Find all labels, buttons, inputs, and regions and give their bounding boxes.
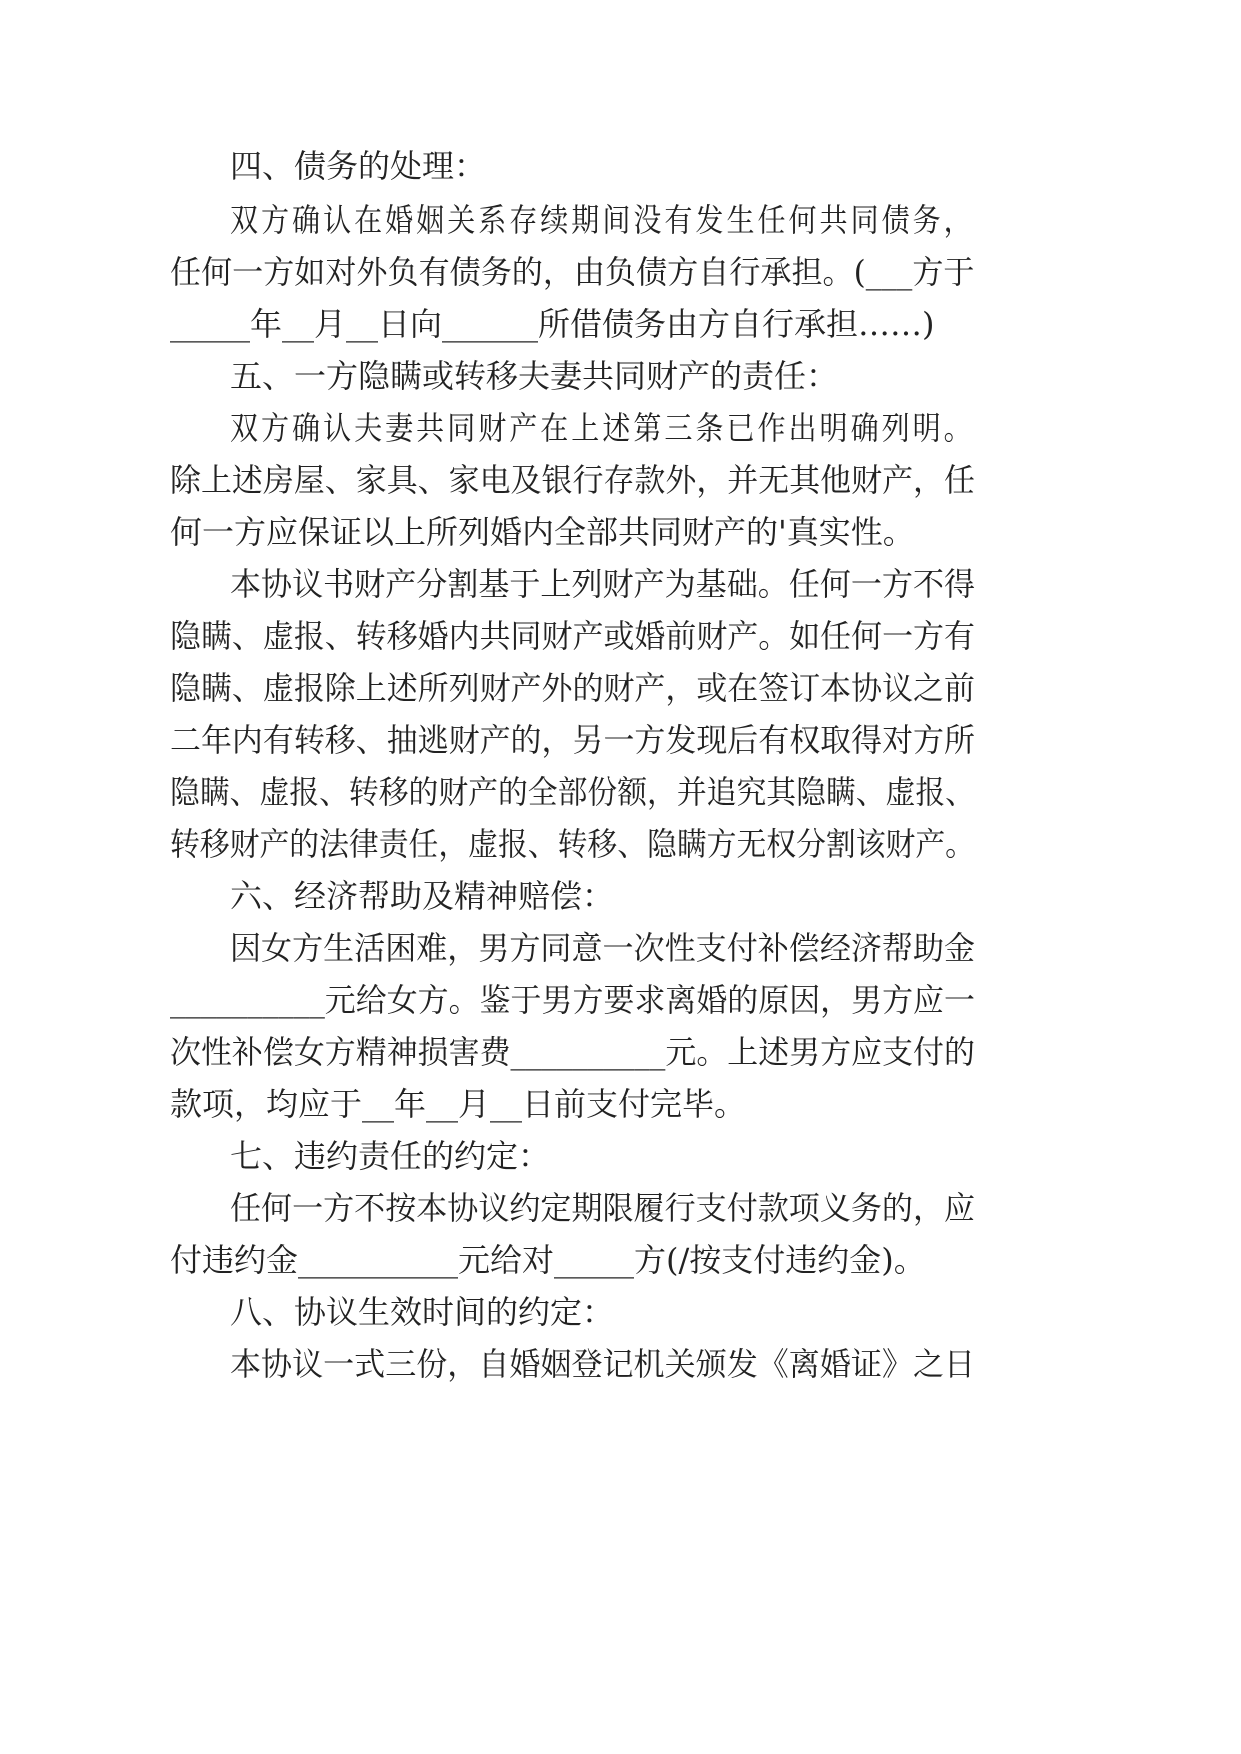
paragraph-line: 转移财产的法律责任，虚报、转移、隐瞒方无权分割该财产。: [170, 825, 976, 863]
paragraph-line: 二年内有转移、抽逃财产的，另一方发现后有权取得对方所: [170, 721, 975, 759]
paragraph-line: __________元给女方。鉴于男方要求离婚的原因，男方应一: [170, 981, 975, 1019]
paragraph-line: 除上述房屋、家具、家电及银行存款外，并无其他财产，任: [170, 461, 975, 499]
paragraph-line: 任何一方如对外负有债务的，由负债方自行承担。(___方于: [170, 253, 975, 291]
paragraph-line: 次性补偿女方精神损害费__________元。上述男方应支付的: [170, 1033, 975, 1071]
paragraph-line: 何一方应保证以上所列婚内全部共同财产的'真实性。: [170, 513, 915, 551]
paragraph-line: _____年__月__日向______所借债务由方自行承担……): [170, 305, 935, 343]
paragraph-line: 因女方生活困难，男方同意一次性支付补偿经济帮助金: [230, 929, 976, 967]
paragraph-line: 本协议一式三份，自婚姻登记机关颁发《离婚证》之日: [230, 1345, 976, 1383]
paragraph-line: 隐瞒、虚报、转移的财产的全部份额，并追究其隐瞒、虚报、: [170, 773, 976, 811]
paragraph-line: 隐瞒、虚报除上述所列财产外的财产，或在签订本协议之前: [170, 669, 975, 707]
section-heading-8: 八、协议生效时间的约定：: [230, 1293, 615, 1331]
paragraph-line: 隐瞒、虚报、转移婚内共同财产或婚前财产。如任何一方有: [170, 617, 975, 655]
paragraph-line: 双方确认夫妻共同财产在上述第三条已作出明确列明。: [230, 409, 975, 447]
paragraph-line: 付违约金__________元给对_____方(/按支付违约金)。: [170, 1241, 926, 1279]
section-heading-4: 四、债务的处理：: [230, 147, 487, 185]
section-heading-5: 五、一方隐瞒或转移夫妻共同财产的责任：: [230, 357, 839, 395]
paragraph-line: 任何一方不按本协议约定期限履行支付款项义务的，应: [230, 1189, 976, 1227]
section-heading-7: 七、违约责任的约定：: [230, 1137, 551, 1175]
paragraph-line: 双方确认在婚姻关系存续期间没有发生任何共同债务，: [230, 201, 975, 239]
paragraph-line: 款项，均应于__年__月__日前支付完毕。: [170, 1085, 747, 1123]
section-heading-6: 六、经济帮助及精神赔偿：: [230, 877, 615, 915]
paragraph-line: 本协议书财产分割基于上列财产为基础。任何一方不得: [230, 565, 976, 603]
